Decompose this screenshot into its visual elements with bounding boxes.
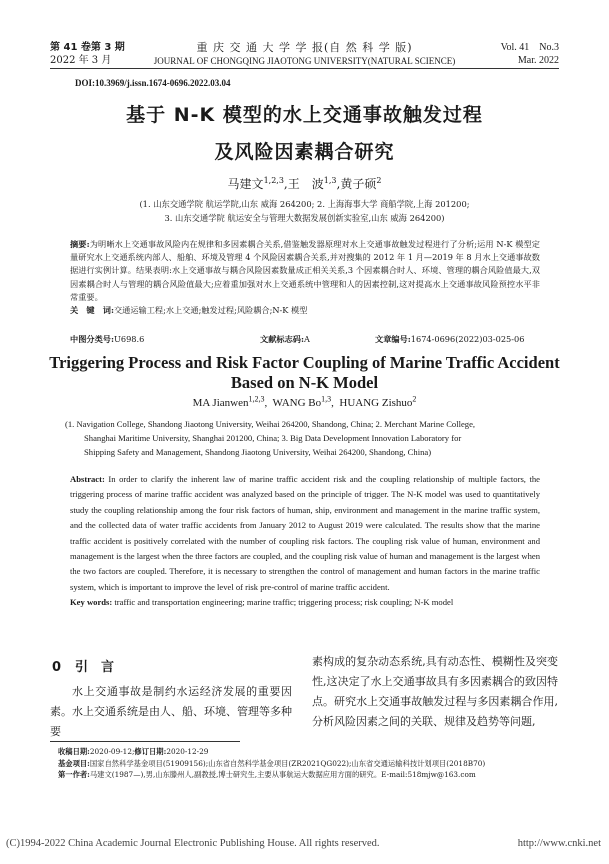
clc-label: 中图分类号: <box>70 334 114 344</box>
author-en-1-aff: 1,2,3 <box>248 394 265 404</box>
abstract-cn-text: 为明晰水上交通事故风险内在规律和多因素耦合关系,借鉴触发器原理对水上交通事故触发过程进行了分析;运用 N-K 模型定量研究水上交通系统内部人、船舶、环境及管理 4 个风险因素耦合关系,并对搜集的 2012 年 1 月—2019 年 8 月水上交通事故数据进行实例计算。结果表明:水上交通事故与耦合风险因素数量成正相关关系,3 个因素耦合时人、环境、管理的耦合风险值最大,双因素耦合时人与管理的耦合风险值最大;应着重加强对水上交通系统中管理和人的因素控制,这对提高水上交通事故风险预控水平非常重要。 <box>70 239 540 302</box>
title-en-line2: Based on N-K Model <box>230 373 379 392</box>
header-date-cn: 2022 年 3 月 <box>50 55 112 66</box>
received-date: 2020-09-12; <box>89 747 135 756</box>
authors-cn <box>0 175 609 192</box>
footnotes <box>58 746 558 781</box>
keywords-en <box>70 595 540 610</box>
author-en-2-aff: 1,3 <box>321 394 332 404</box>
keywords-cn <box>70 304 540 317</box>
section-title: 引 言 <box>75 660 115 675</box>
affiliation-en-2: Shanghai Maritime University, Shanghai 201200, China; 3. Big Data Development Innovation Laboratory for <box>84 433 462 443</box>
author-sep: , <box>264 397 273 409</box>
article-no-label: 文章编号: <box>375 334 411 344</box>
footnote-dates <box>58 746 558 758</box>
fund-label: 基金项目: <box>58 758 90 768</box>
first-author-label: 第一作者: <box>58 770 90 779</box>
doi: DOI:10.3969/j.issn.1674-0696.2022.03.04 <box>75 78 231 88</box>
affiliation-cn-2: 3. 山东交通学院 航运安全与管理大数据发展创新实验室,山东 威海 264200) <box>164 213 445 223</box>
author-cn-3-aff: 2 <box>376 176 382 185</box>
author-en-3: HUANG Zishuo <box>339 397 413 409</box>
title-cn-line1: 基于 N-K 模型的水上交通事故触发过程 <box>126 104 483 126</box>
header-journal-cn: 重 庆 交 通 大 学 学 报(自 然 科 学 版) <box>196 41 413 54</box>
doc-code-value: A <box>303 334 310 344</box>
copyright-notice: (C)1994-2022 China Academic Journal Electronic Publishing House. All rights reserved. <box>6 838 380 849</box>
title-en-line1: Triggering Process and Risk Factor Coupling of Marine Traffic Accident <box>49 353 560 372</box>
author-en-1: MA Jianwen <box>192 397 249 409</box>
authors-en <box>0 394 609 409</box>
keywords-en-label: Key words: <box>70 597 113 608</box>
article-no-value: 1674-0696(2022)03-025-06 <box>410 334 525 344</box>
header-volume-cn: 第 41 卷第 3 期 <box>50 42 125 53</box>
cnki-link[interactable]: http://www.cnki.net <box>517 838 601 849</box>
affiliation-en-3: Shipping Safety and Management, Shandong Jiaotong University, Weihai 264200, Shandong, China) <box>84 447 432 457</box>
header-rule <box>50 68 559 69</box>
body-column-right: 素构成的复杂动态系统,具有动态性、模糊性及突变性,这决定了水上交通事故具有多因素耦合的致因特点。研究水上交通事故触发过程与多因素耦合作用,分析风险因素之间的关联、规律及趋势等问题, <box>312 655 558 728</box>
title-cn-line2: 及风险因素耦合研究 <box>214 141 395 163</box>
keywords-cn-label: 关 键 词: <box>70 305 114 316</box>
author-cn-2-aff: 1,3 <box>323 176 337 185</box>
section-heading <box>52 656 114 675</box>
header-journal-en: JOURNAL OF CHONGQING JIAOTONG UNIVERSITY(NATURAL SCIENCE) <box>153 56 456 66</box>
author-cn-2: 王 波 <box>287 177 324 191</box>
body-column-left: 水上交通事故是制约水运经济发展的重要因素。水上交通系统是由人、船、环境、管理等多种要 <box>50 685 292 738</box>
keywords-cn-text: 交通运输工程;水上交通;触发过程;风险耦合;N-K 模型 <box>113 305 308 316</box>
abstract-cn <box>70 238 540 317</box>
footnote-author <box>58 769 558 781</box>
first-author-text: 马建文(1987—),男,山东滕州人,副教授,博士研究生,主要从事航运大数据应用方面的研究。E-mail:518mjw@163.com <box>89 770 476 779</box>
clc-value: U698.6 <box>113 334 145 344</box>
author-cn-1: 马建文 <box>227 177 264 191</box>
author-sep: , <box>331 397 340 409</box>
keywords-en-text: traffic and transportation engineering; marine traffic; triggering process; risk coupling; N-K model <box>114 597 454 608</box>
header-date-en: Mar. 2022 <box>517 55 559 66</box>
doc-code-label: 文献标志码: <box>260 334 304 344</box>
fund-text: 国家自然科学基金项目(51909156);山东省自然科学基金项目(ZR2021QG022);山东省交通运输科技计划项目(2018B70) <box>89 758 486 768</box>
author-en-2: WANG Bo <box>272 397 322 409</box>
affiliation-cn-1: (1. 山东交通学院 航运学院,山东 威海 264200; 2. 上海海事大学 商船学院,上海 201200; <box>139 199 470 209</box>
author-cn-1-aff: 1,2,3 <box>263 176 284 185</box>
abstract-cn-label: 摘要: <box>70 239 90 249</box>
abstract-en-label: Abstract: <box>70 474 105 484</box>
header-volume-en: Vol. 41 No.3 <box>500 42 559 53</box>
author-sep: , <box>283 177 288 191</box>
received-label: 收稿日期: <box>58 747 90 756</box>
abstract-en-text: In order to clarify the inherent law of marine traffic accident risk and the coupling relationship of multiple factors, the triggering process of marine traffic accident was analyzed based on the principle of trigger. The N-K model was used to quantitatively study the coupling relationship among the four risk factors of human, ship, environment and management in the marine traffic system, and the collected data of water traffic accidents from January 2012 to August 2019 were calculated. The results show that the marine traffic accident is positively correlated with the number of coupling risk factors. The coupling risk value of human, environment and management is the largest when the three factors are coupled, and the coupling risk value of human and management is the largest when the two factors are coupled. Therefore, it is necessary to strengthen the control of management and human factors in the marine traffic system, which is important to improve the level of risk pre-control of marine traffic accident. <box>70 474 540 592</box>
section-number: 0 <box>52 660 62 675</box>
author-en-3-aff: 2 <box>412 394 417 404</box>
revised-label: 修订日期: <box>134 747 167 756</box>
author-cn-3: 黄子硕 <box>340 177 377 191</box>
author-sep: , <box>336 177 341 191</box>
footnote-fund <box>58 758 558 770</box>
abstract-en <box>70 472 540 611</box>
revised-date: 2020-12-29 <box>166 747 209 756</box>
footnote-rule <box>50 741 240 742</box>
affiliation-en-1: (1. Navigation College, Shandong Jiaotong University, Weihai 264200, Shandong, China; 2. Merchant Marine College, <box>65 419 476 429</box>
